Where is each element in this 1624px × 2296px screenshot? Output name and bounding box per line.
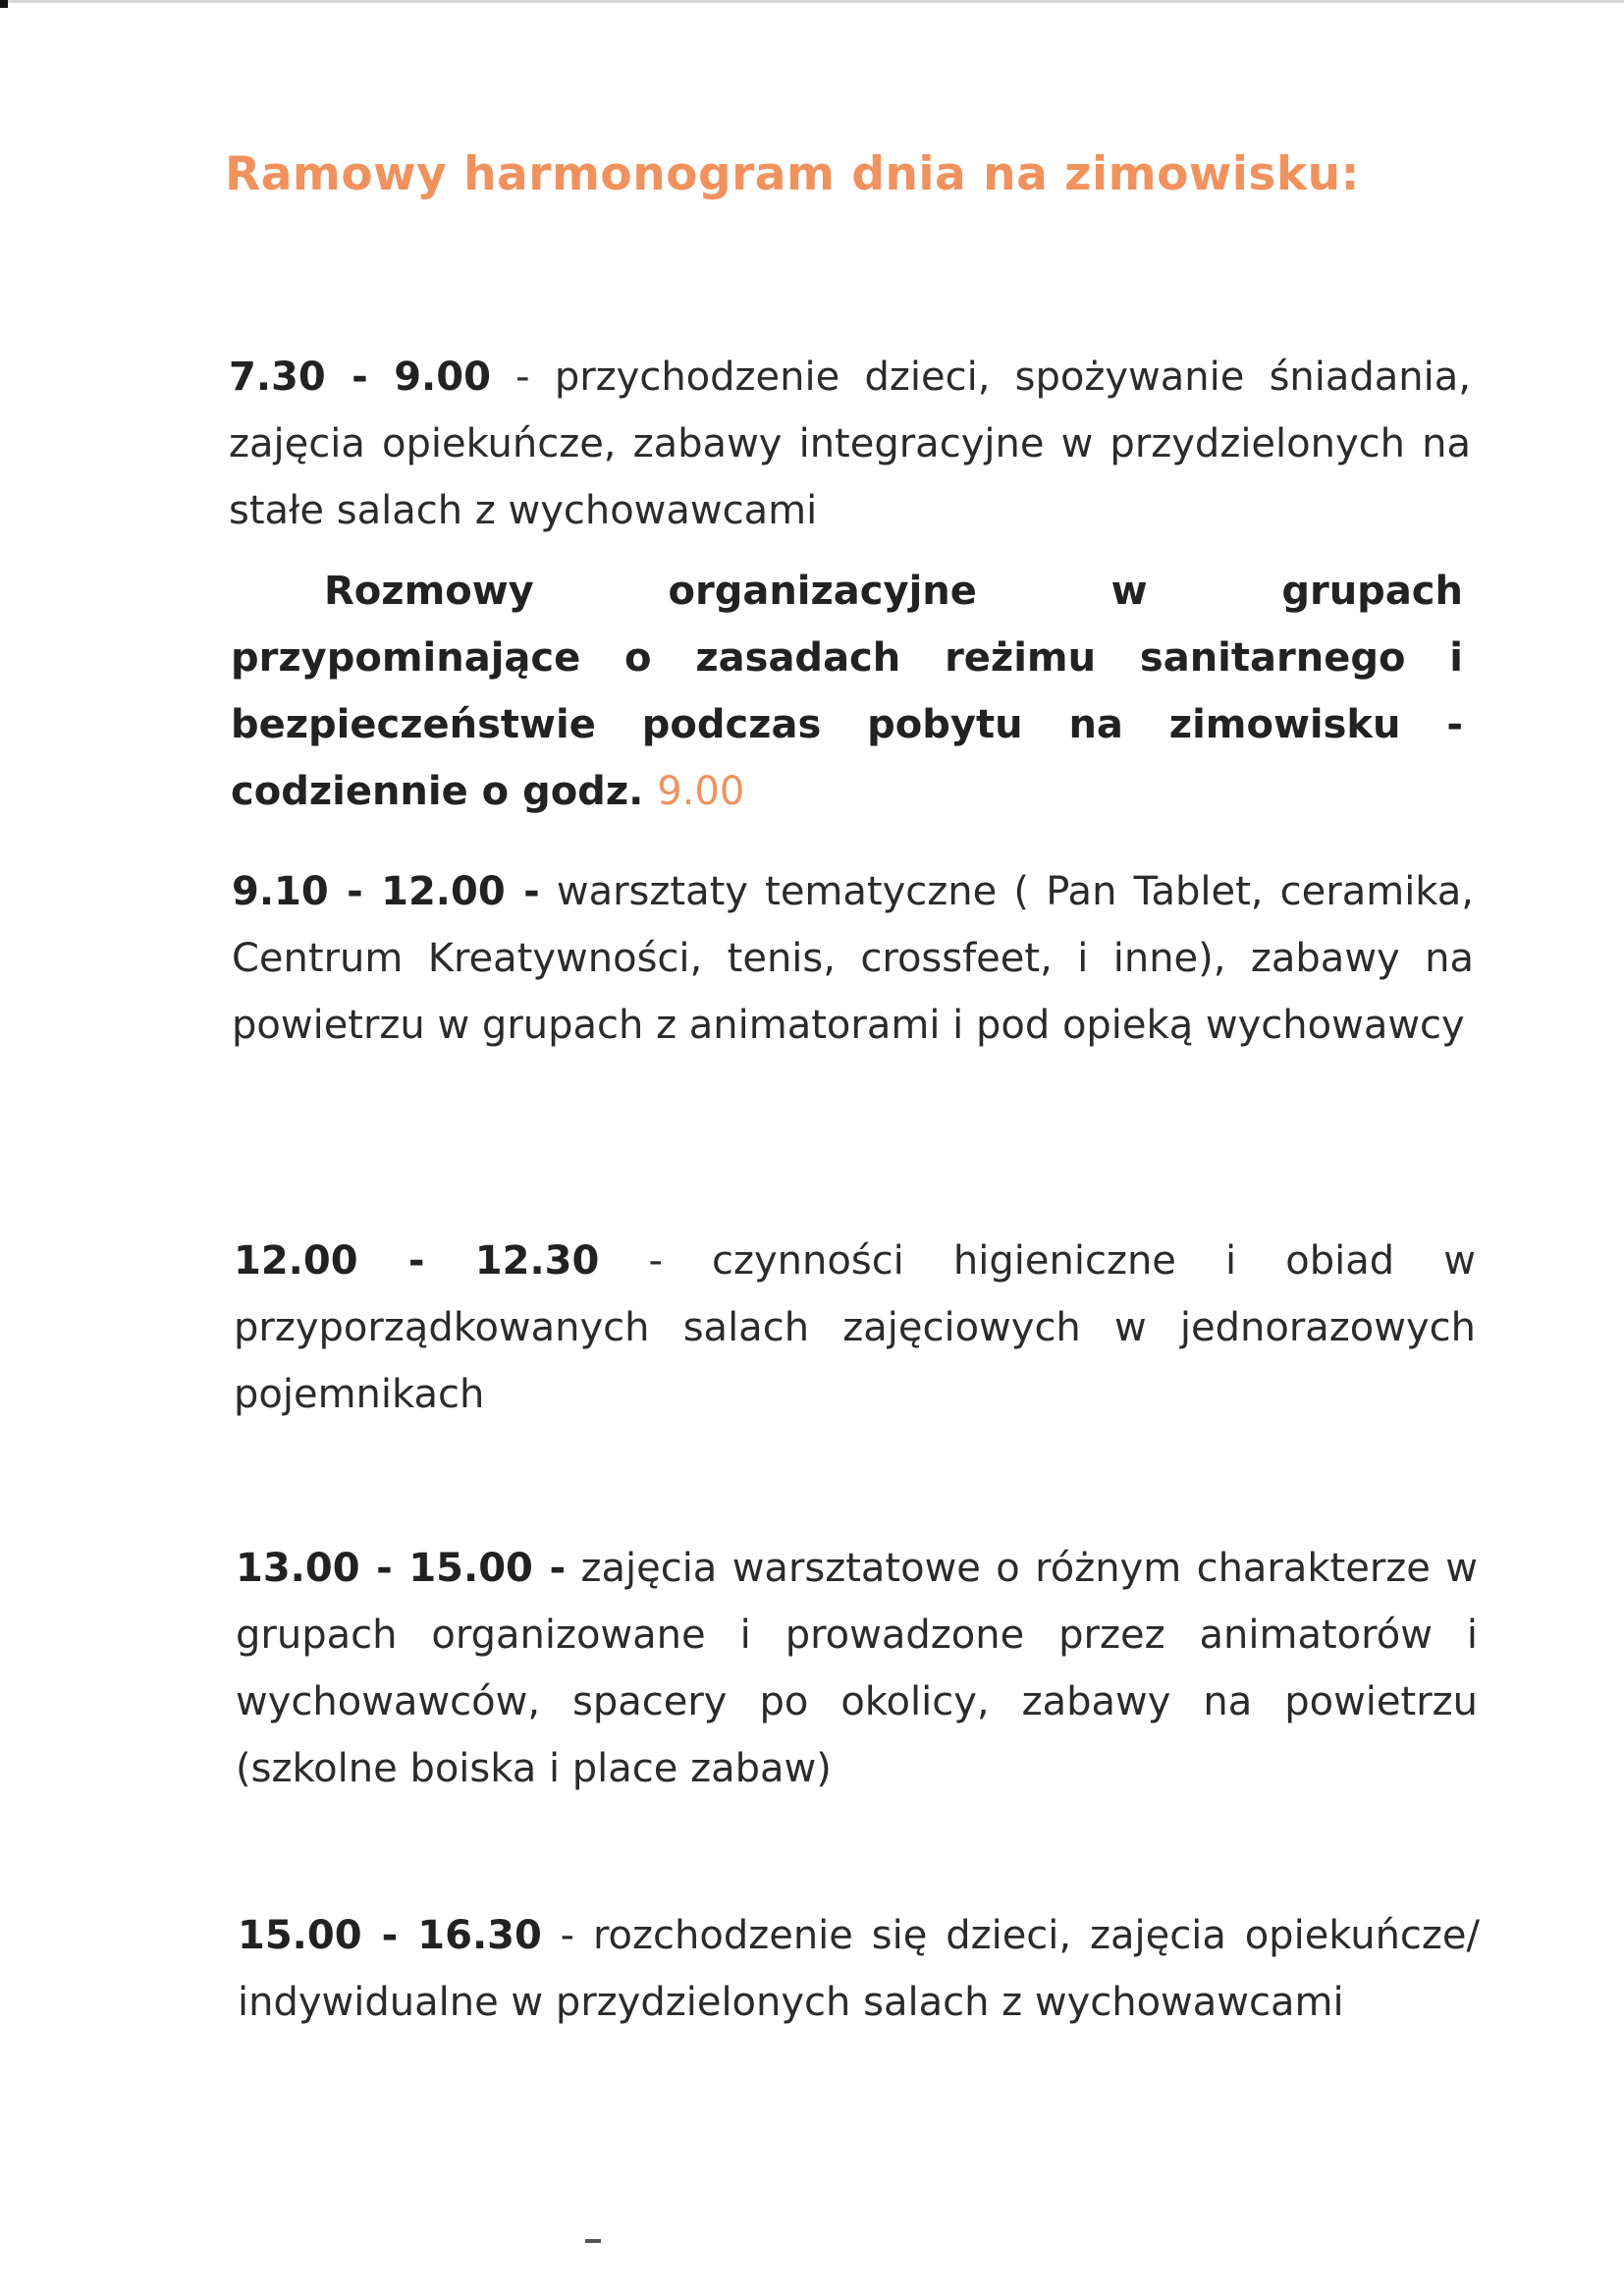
scan-corner-mark bbox=[0, 0, 8, 8]
schedule-description: zajęcia warsztatowe o różnym charakterze w grupach organizowane i prowadzone przez animatorów i wychowawców, spacery po okolicy, zabawy na powietrzu (szkolne boiska i place zabaw) bbox=[236, 1546, 1479, 1791]
schedule-time: 9.10 - 12.00 - bbox=[232, 869, 540, 914]
note-text: Rozmowy organizacyjne w grupach przypominające o zasadach reżimu sanitarnego i bezpieczeństwie podczas pobytu na zimowisku - codziennie o godz. bbox=[231, 569, 1463, 814]
schedule-description: - przychodzenie dzieci, spożywanie śniadania, zajęcia opiekuńcze, zabawy integracyjne w przydzielonych na stałe salach z wychowawcami bbox=[229, 355, 1471, 533]
organizational-note bbox=[231, 558, 1463, 825]
schedule-description: - czynności higieniczne i obiad w przyporządkowanych salach zajęciowych w jednorazowych pojemnikach bbox=[234, 1238, 1477, 1417]
schedule-entry-1200 bbox=[234, 1228, 1476, 1428]
schedule-time: 13.00 - 15.00 - bbox=[236, 1546, 567, 1591]
scan-edge bbox=[0, 0, 1624, 3]
schedule-time: 7.30 - 9.00 bbox=[229, 355, 491, 400]
scan-speck bbox=[585, 2239, 601, 2243]
schedule-time: 15.00 - 16.30 bbox=[238, 1913, 542, 1958]
schedule-description: warsztaty tematyczne ( Pan Tablet, ceramika, Centrum Kreatywności, tenis, crossfeet, i inne), zabawy na powietrzu w grupach z animatorami i pod opieką wychowawcy bbox=[232, 869, 1474, 1048]
schedule-entry-1300 bbox=[236, 1535, 1478, 1802]
schedule-time: 12.00 - 12.30 bbox=[234, 1238, 600, 1284]
document-title: Ramowy harmonogram dnia na zimowisku: bbox=[225, 147, 1360, 201]
note-time: 9.00 bbox=[657, 769, 745, 814]
schedule-entry-0910 bbox=[232, 858, 1474, 1059]
schedule-entry-1500 bbox=[238, 1902, 1480, 2036]
schedule-entry-0730 bbox=[229, 344, 1471, 544]
schedule-description: - rozchodzenie się dzieci, zajęcia opiekuńcze/ indywidualne w przydzielonych salach z wychowawcami bbox=[238, 1913, 1481, 2025]
